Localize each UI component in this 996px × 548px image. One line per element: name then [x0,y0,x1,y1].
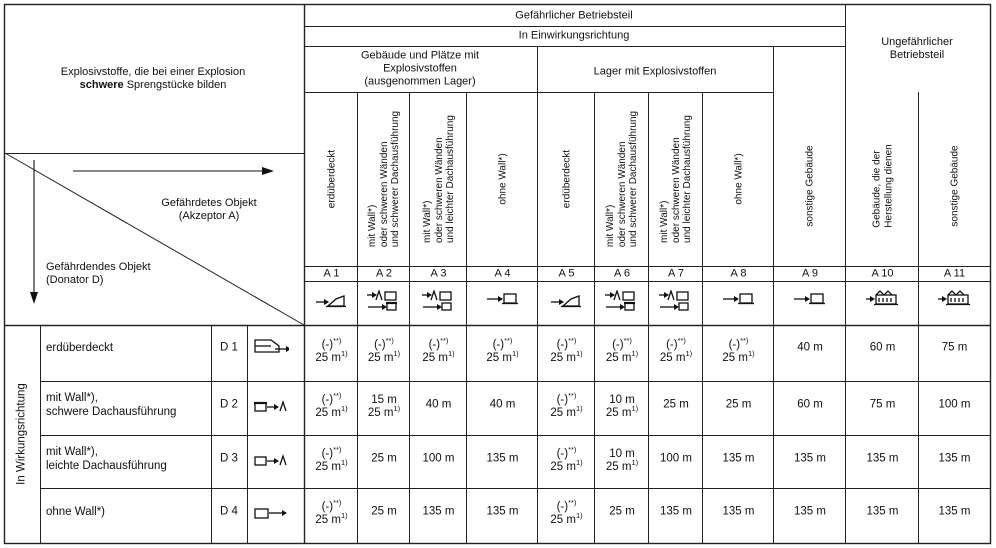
no-wall-donor-icon [253,505,289,531]
table-cell: 15 m 25 $m^{1)}$ [367,394,401,419]
table-cell: 60 m [869,341,896,354]
table-cell: 10 m 25 $m^{1)}$ [605,447,639,473]
column-code: A 9 [802,267,818,280]
table-cell: 135 m [794,505,826,518]
table-cell: 100 m [938,398,971,411]
wall-heavy-icon [604,290,640,316]
table-cell: (-)**) 25 $m^{1)}$ [550,391,583,419]
table-cell: 135 m [866,452,899,464]
table-cell: (-)**) 25 $m^{1)}$ [550,336,583,364]
table-cell: 60 m [797,398,823,411]
column-label: erdüberdeckt [325,149,337,209]
table-cell: (-)**) 25 $m^{1)}$ [315,336,348,364]
donor-label: Gefährdendes Objekt (Donator D) [46,261,151,286]
wall-light-icon [658,290,694,316]
column-code: A 7 [668,267,684,280]
table-cell: 135 m [660,505,692,518]
column-label: erdüberdeckt [560,149,572,209]
group-storage-heading: Lager mit Explosivstoffen [593,65,717,78]
table-cell: 10 m 25 $m^{1)}$ [605,394,639,419]
column-code: A 5 [558,267,575,280]
covered-donor-icon [253,337,289,363]
column-label: ohne Wall*) [496,153,508,205]
table-cell: (-)**) 25 $m^{1)}$ [659,336,693,364]
table-cell: 100 m [660,452,692,464]
row-code: D 2 [220,398,238,411]
covered-building-icon [549,290,585,316]
column-code: A 8 [730,267,747,280]
table-cell: (-)**) 25 $m^{1)}$ [422,336,455,364]
row-label: mit Wall*), schwere Dachausführung [46,392,177,418]
wall-heavy-icon [366,290,402,316]
table-cell: 135 m [938,452,971,464]
table-cell: 135 m [794,452,826,464]
table-cell: (-)**) 25 $m^{1)}$ [315,391,348,419]
column-code: A 4 [494,267,511,280]
wall-light-icon [421,290,457,316]
factory-icon [937,290,973,316]
corner-title-rest: Sprengstücke bilden [123,79,227,91]
table-cell: (-)**) 25 $m^{1)}$ [550,444,583,473]
dangerous-part-heading: Gefährlicher Betriebsteil [515,9,633,22]
acceptor-label: Gefährdetes Objekt (Akzeptor A) [161,197,257,222]
corner-title-line1: Explosivstoffe, die bei einer Explosion [60,66,246,78]
table-cell: (-)**) 25 $m^{1)}$ [550,498,583,526]
corner-title-line2 [61,79,245,92]
table-cell: 40 m [797,341,823,354]
factory-icon [865,290,901,316]
table-cell: 25 m [725,398,752,411]
table-cell: 40 m [489,398,516,411]
column-code: A 2 [376,267,392,280]
column-code: A 3 [430,267,447,280]
column-label: mit Wall*) oder schweren Wänden und leichter Dachausführung [421,115,456,243]
column-label: mit Wall*) oder schweren Wänden und schwerer Dachausführung [604,110,639,248]
wall-heavy-donor-icon [253,398,289,424]
table-cell: 135 m [422,505,455,518]
column-label: ohne Wall*) [732,153,744,205]
table-cell: 25 m [371,452,397,464]
table-cell: 100 m [422,452,455,464]
column-label: sonstige Gebäude [804,145,816,227]
table-cell: 135 m [938,505,971,518]
table-cell: (-)**) 25 $m^{1)}$ [315,444,348,473]
group-buildings-heading: Gebäude und Plätze mit Explosivstoffen (ausgenommen Lager) [360,49,480,88]
column-code: A 1 [323,267,340,280]
table-cell: 135 m [722,452,755,464]
table-cell: (-)**) 25 $m^{1)}$ [605,336,639,364]
row-label: mit Wall*), leichte Dachausführung [46,445,167,472]
table-cell: 25 m [609,505,635,518]
table-cell: (-)**) 25 $m^{1)}$ [486,336,519,364]
row-code: D 1 [220,341,238,354]
row-label: erdüberdeckt [46,342,114,354]
table-cell: 135 m [486,452,519,464]
corner-title [61,66,245,92]
row-code: D 3 [220,452,238,464]
row-code: D 4 [220,505,238,518]
column-code: A 10 [871,267,894,280]
safe-part-heading: Ungefährlicher Betriebsteil [881,36,953,61]
covered-building-icon [314,290,350,316]
row-direction-label: In Wirkungsrichtung [15,383,28,485]
table-cell: (-)**) 25 $m^{1)}$ [722,336,755,364]
wall-light-donor-icon [253,452,289,478]
table-cell: (-)**) 25 $m^{1)}$ [315,498,348,526]
column-code: A 11 [943,267,966,280]
table-cell: 135 m [486,505,519,518]
table-cell: 135 m [722,505,755,518]
no-wall-icon [792,290,828,316]
table-cell: 40 m [425,398,452,411]
no-wall-icon [485,290,521,316]
column-label: Gebäude, die der Herstellung dienen [871,144,894,228]
table-cell: 25 m [663,398,689,411]
no-wall-icon [721,290,757,316]
table-cell: 25 m [371,505,397,518]
column-label: sonstige Gebäude [948,145,960,227]
table-cell: 75 m [941,341,968,354]
table-cell: (-)**) 25 $m^{1)}$ [367,336,401,364]
table-cell: 135 m [866,505,899,518]
corner-title-bold: schwere [79,79,124,91]
table-cell: 75 m [869,398,896,411]
row-label: ohne Wall*) [46,506,106,518]
column-code: A 6 [614,267,630,280]
direction-heading: In Einwirkungsrichtung [518,29,630,42]
column-label: mit Wall*) oder schweren Wänden und schwerer Dachausführung [366,110,401,248]
column-label: mit Wall*) oder schweren Wänden und leichter Dachausführung [658,115,693,243]
